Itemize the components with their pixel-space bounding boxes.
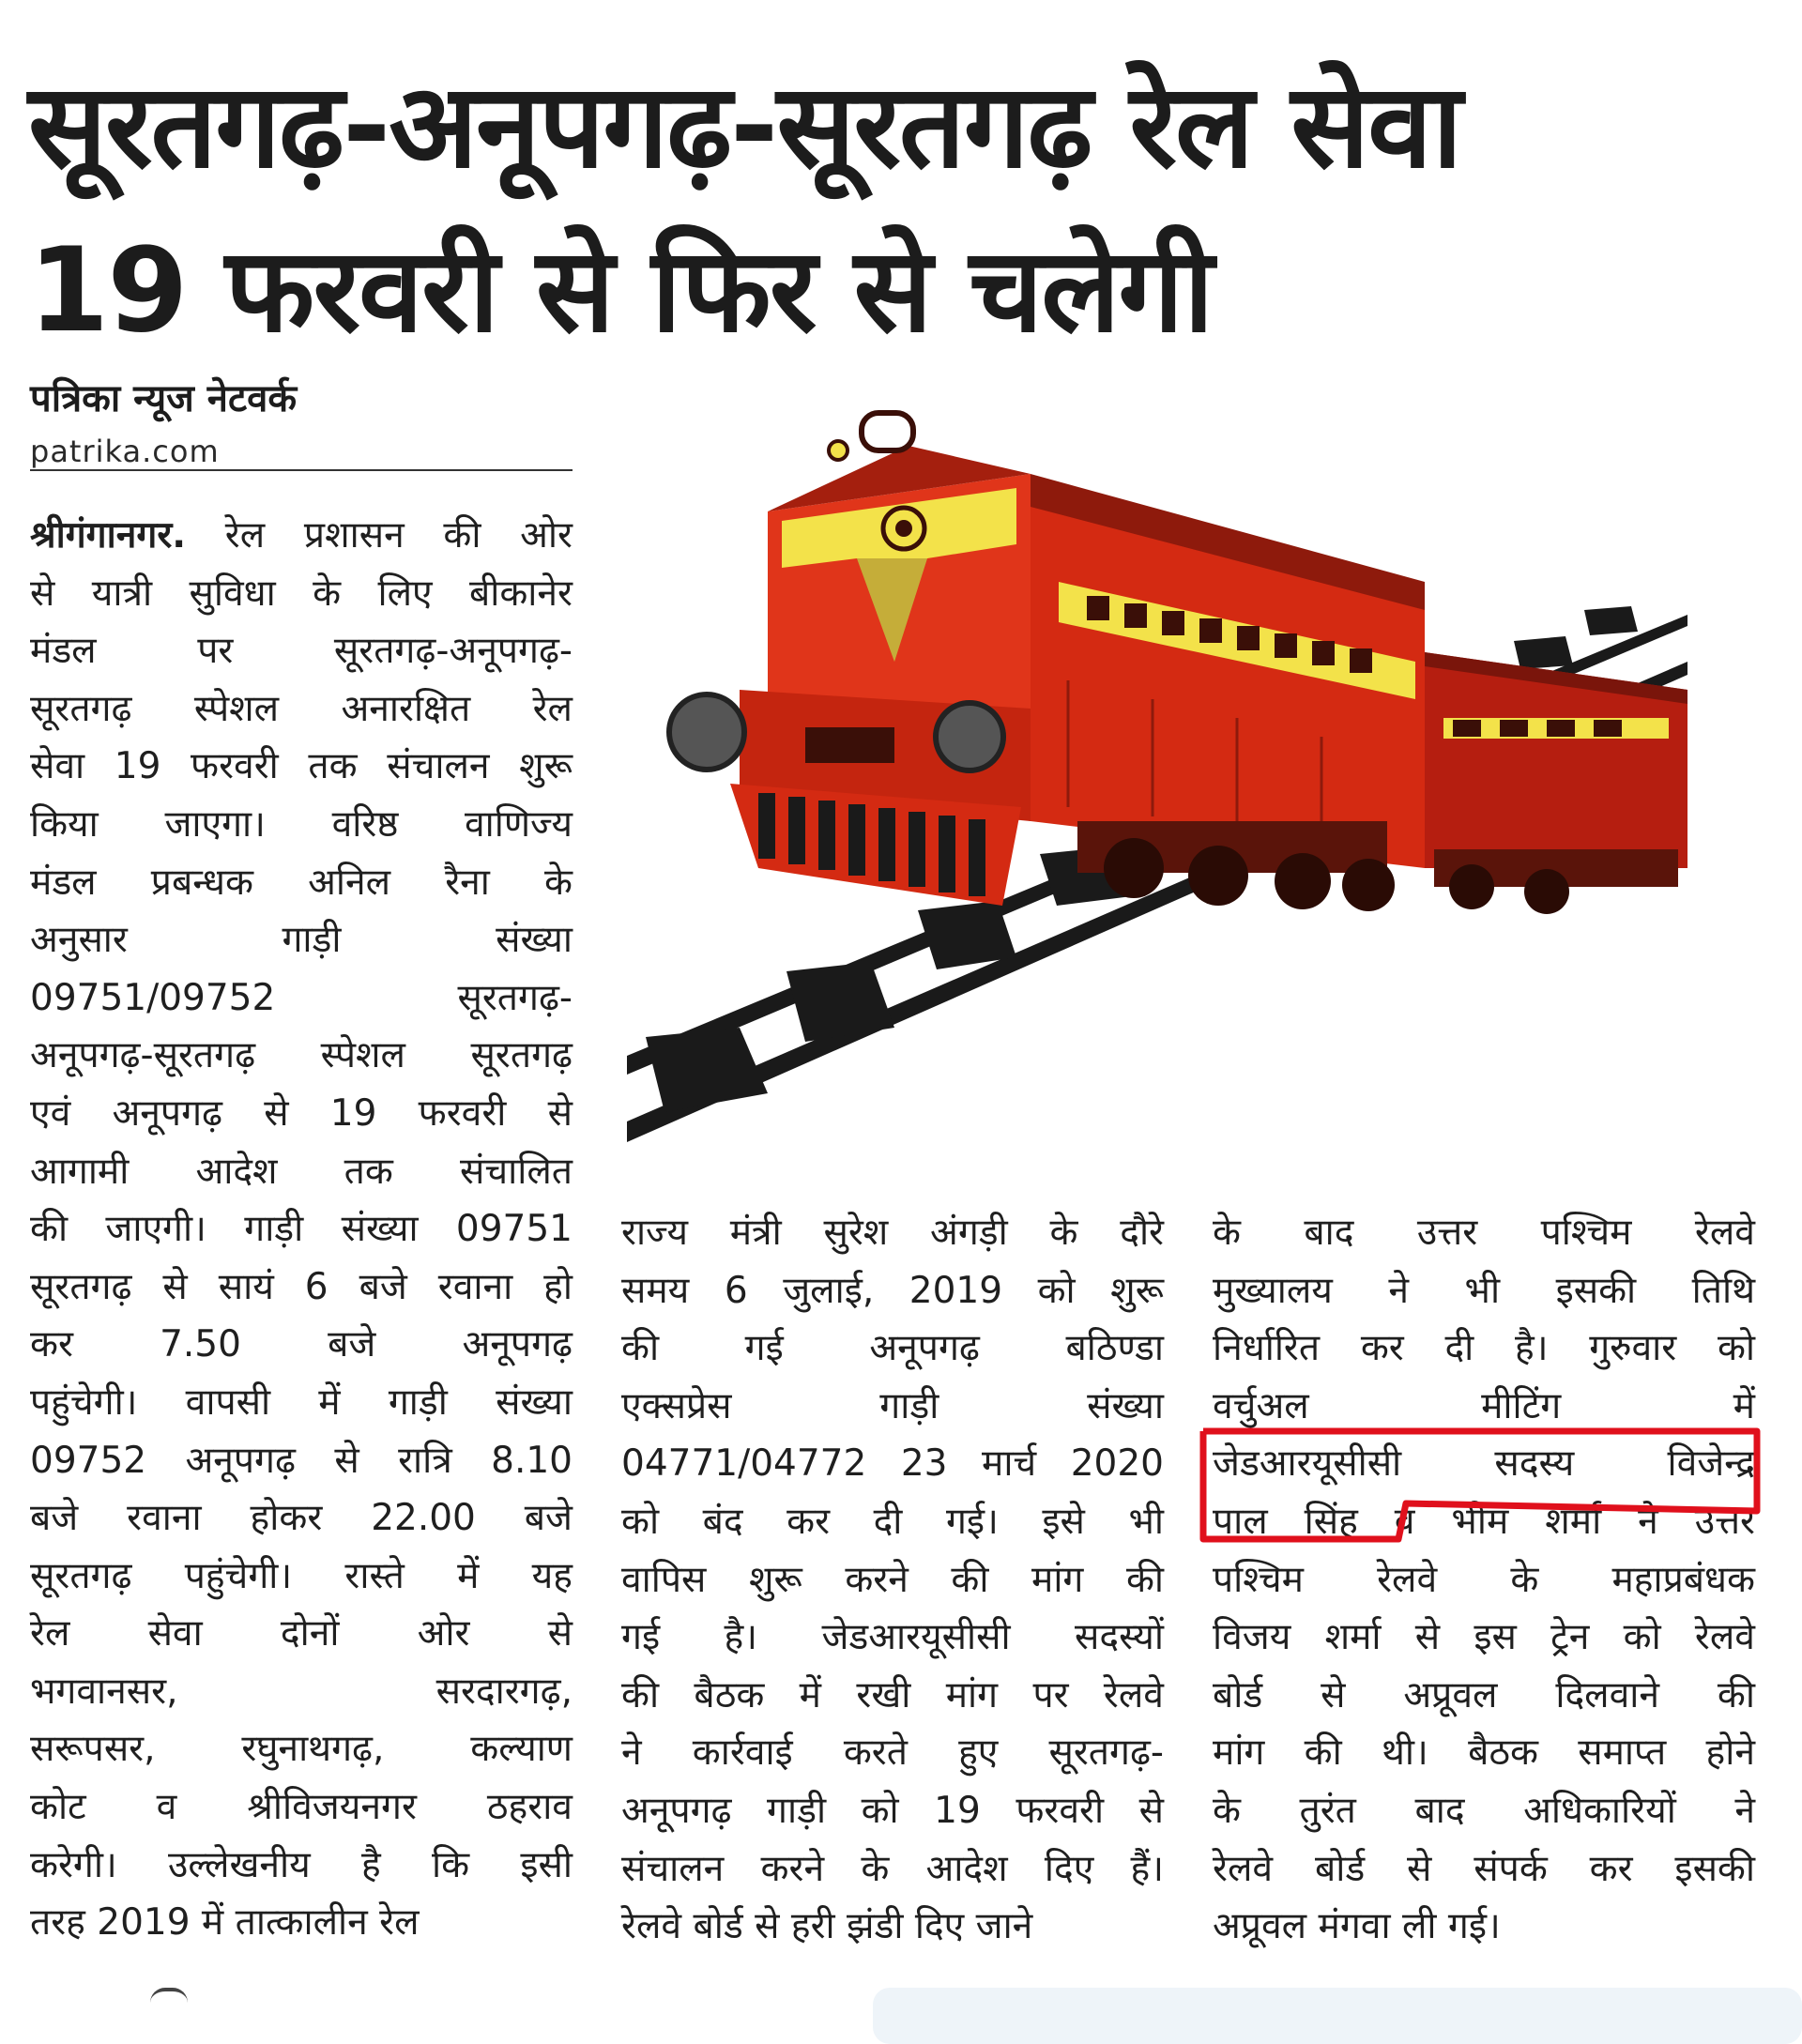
article-line: बजे रवाना होकर 22.00 बजे — [30, 1497, 573, 1540]
article-line: सरूपसर, रघुनाथगढ़, कल्याण — [30, 1728, 573, 1771]
article-line: निर्धारित कर दी है। गुरुवार को — [1213, 1327, 1755, 1370]
article-line: 04771/04772 23 मार्च 2020 — [621, 1442, 1164, 1486]
article-line: रेलवे बोर्ड से संपर्क कर इसकी — [1213, 1847, 1755, 1890]
locomotive-hood — [1031, 474, 1425, 868]
byline: पत्रिका न्यूज नेटवर्क — [30, 377, 298, 420]
headline-line-1: सूरतगढ़-अनूपगढ़-सूरतगढ़ रेल सेवा — [28, 59, 1461, 194]
article-line: सूरतगढ़ स्पेशल अनारक्षित रेल — [30, 687, 573, 730]
article-line: पश्चिम रेलवे के महाप्रबंधक — [1213, 1558, 1755, 1601]
article-line: सूरतगढ़ से सायं 6 बजे रवाना हो — [30, 1265, 573, 1308]
train-locomotive-icon — [627, 380, 1687, 1159]
article-line: कर 7.50 बजे अनूपगढ़ — [30, 1323, 573, 1366]
article-line: से यात्री सुविधा के लिए बीकानेर — [30, 572, 573, 615]
byline-divider — [30, 469, 573, 471]
article-line: रेलवे बोर्ड से हरी झंडी दिए जाने — [621, 1905, 1033, 1948]
article-line: आगामी आदेश तक संचालित — [30, 1150, 573, 1193]
article-line: पाल सिंह व भीम शर्मा ने उत्तर — [1213, 1500, 1755, 1543]
article-line: को बंद कर दी गई। इसे भी — [621, 1500, 1164, 1543]
dateline: श्रीगंगानगर. — [30, 514, 187, 557]
locomotive-pilot — [669, 690, 1031, 906]
article-line: भगवानसर, सरदारगढ़, — [30, 1670, 573, 1713]
article-line: अप्रूवल मंगवा ली गई। — [1213, 1905, 1501, 1948]
article-line: के तुरंत बाद अधिकारियों ने — [1213, 1789, 1755, 1832]
article-line: सूरतगढ़ पहुंचेगी। रास्ते में यह — [30, 1554, 573, 1597]
article-line: कोट व श्रीविजयनगर ठहराव — [30, 1786, 573, 1829]
article-column-2 — [621, 1204, 1164, 1956]
article-line: की जाएगी। गाड़ी संख्या 09751 — [30, 1208, 573, 1251]
article-line: रेल सेवा दोनों ओर से — [30, 1612, 573, 1655]
article-line: जेडआरयूसीसी सदस्य विजेन्द्र — [1213, 1442, 1755, 1486]
article-line: विजय शर्मा से इस ट्रेन को रेलवे — [1213, 1616, 1755, 1659]
article-line: मुख्यालय ने भी इसकी तिथि — [1213, 1269, 1755, 1312]
coach — [1425, 652, 1687, 868]
article-line: मांग की थी। बैठक समाप्त होने — [1213, 1731, 1755, 1775]
article-line: की गई अनूपगढ़ बठिण्डा — [621, 1327, 1164, 1370]
article-line: एवं अनूपगढ़ से 19 फरवरी से — [30, 1091, 573, 1135]
article-line: मंडल प्रबन्धक अनिल रैना के — [30, 861, 573, 904]
next-article-mark — [150, 1988, 188, 2003]
article-line: करेगी। उल्लेखनीय है कि इसी — [30, 1843, 573, 1886]
article-line: राज्य मंत्री सुरेश अंगड़ी के दौरे — [621, 1212, 1164, 1254]
article-line — [30, 507, 573, 565]
next-article-box — [873, 1988, 1802, 2044]
source-site: patrika.com — [30, 434, 220, 469]
article-line: पहुंचेगी। वापसी में गाड़ी संख्या — [30, 1380, 573, 1424]
article-line: समय 6 जुलाई, 2019 को शुरू — [621, 1269, 1164, 1312]
article-line: अनुसार गाड़ी संख्या — [30, 919, 573, 962]
article-line: बोर्ड से अप्रूवल दिलवाने की — [1213, 1673, 1755, 1716]
article-line: मंडल पर सूरतगढ़-अनूपगढ़- — [30, 630, 573, 673]
article-line: वापिस शुरू करने की मांग की — [621, 1558, 1164, 1601]
article-line: के बाद उत्तर पश्चिम रेलवे — [1213, 1212, 1755, 1254]
headline-line-2: 19 फरवरी से फिर से चलेगी — [28, 223, 1213, 358]
article-column-3 — [1213, 1204, 1755, 1956]
article-line: 09751/09752 सूरतगढ़- — [30, 976, 573, 1019]
article-line: किया जाएगा। वरिष्ठ वाणिज्य — [30, 802, 573, 846]
article-line: वर्चुअल मीटिंग में — [1213, 1384, 1755, 1427]
article-line: तरह 2019 में तात्कालीन रेल — [30, 1901, 420, 1945]
article-line: गई है। जेडआरयूसीसी सदस्यों — [621, 1616, 1164, 1659]
article-line: अनूपगढ़ गाड़ी को 19 फरवरी से — [621, 1789, 1164, 1832]
article-column-1 — [30, 507, 573, 1952]
article-line: की बैठक में रखी मांग पर रेलवे — [621, 1673, 1164, 1716]
article-line-text: रेल प्रशासन की ओर — [186, 514, 573, 557]
article-line: ने कार्रवाई करते हुए सूरतगढ़- — [621, 1731, 1164, 1775]
article-line: सेवा 19 फरवरी तक संचालन शुरू — [30, 745, 573, 788]
article-line: 09752 अनूपगढ़ से रात्रि 8.10 — [30, 1439, 573, 1482]
article-line: संचालन करने के आदेश दिए हैं। — [621, 1847, 1164, 1890]
article-line: एक्सप्रेस गाड़ी संख्या — [621, 1384, 1164, 1427]
article-line: अनूपगढ़-सूरतगढ़ स्पेशल सूरतगढ़ — [30, 1034, 573, 1077]
